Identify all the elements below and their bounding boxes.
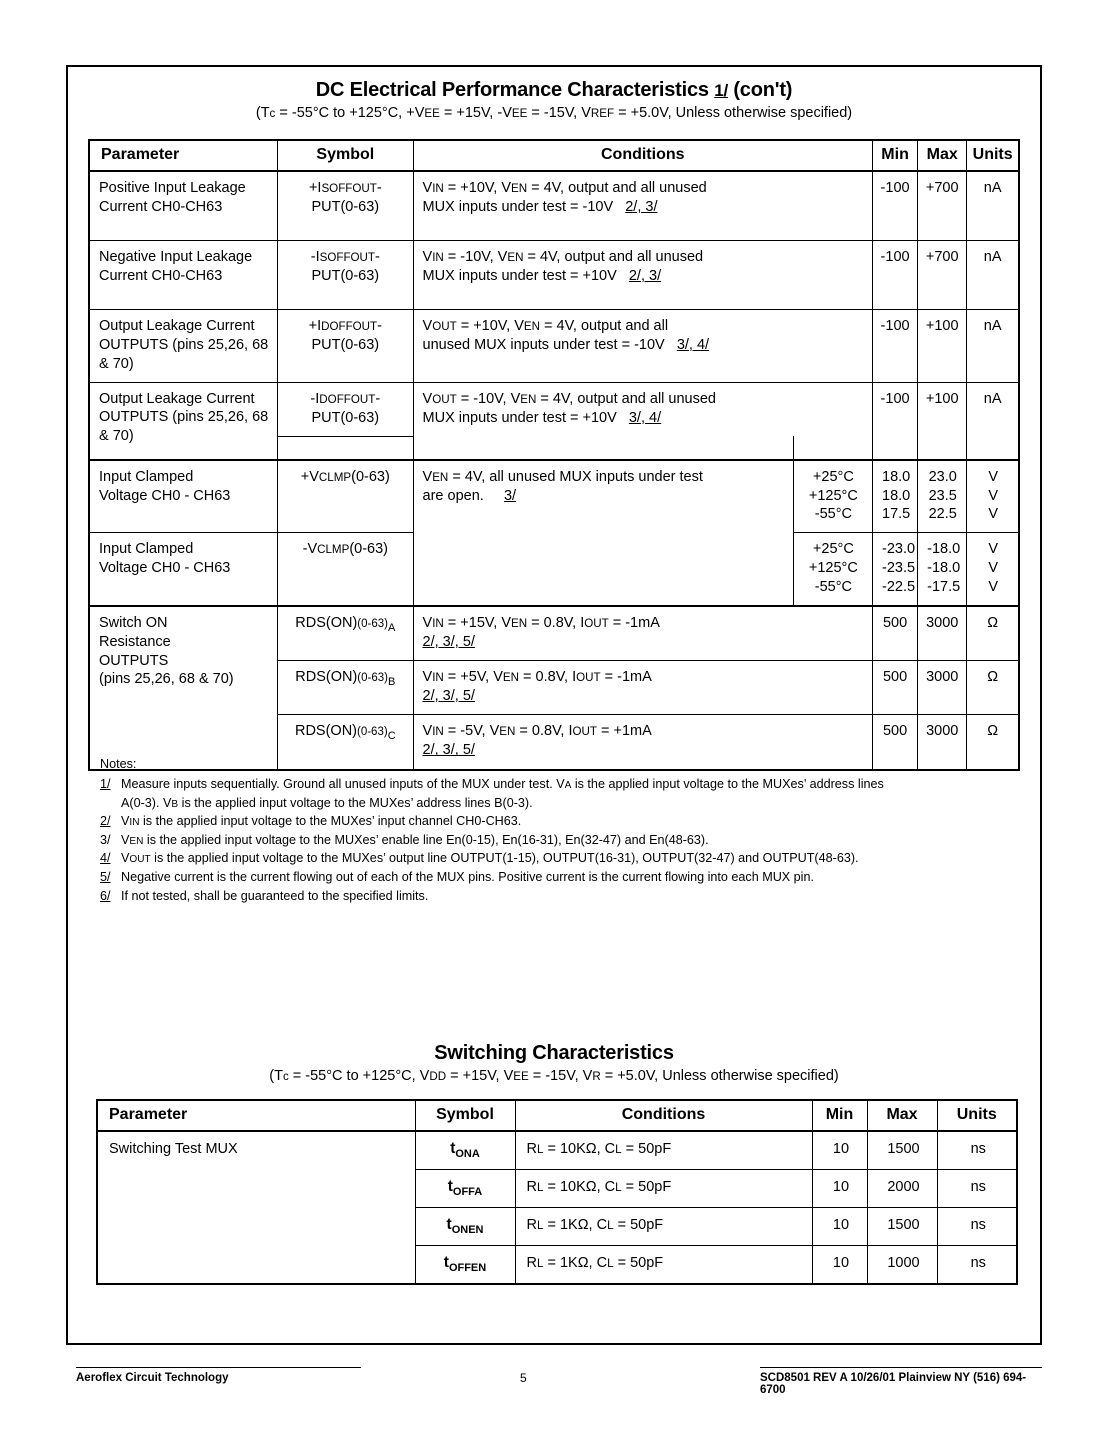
- note-id: 4/: [100, 851, 111, 866]
- footnote-refs: 3/, 4/: [676, 337, 710, 354]
- row-parameter: Output Leakage Current OUTPUTS (pins 25,26, 68 & 70): [99, 390, 269, 445]
- row-symbol: -ISOFFOUT- PUT(0-63): [310, 249, 380, 285]
- header-min: Min: [812, 1100, 867, 1131]
- note-text: VIN is the applied input voltage to the MUXes’ input channel CH0-CH63.: [121, 813, 522, 828]
- table-row: [89, 241, 1019, 310]
- row-units: Ω: [987, 614, 999, 631]
- footer-company: Aeroflex Circuit Technology: [76, 1367, 361, 1384]
- section1-title: [68, 79, 1040, 102]
- footnote-refs: 3/: [503, 487, 517, 504]
- header-max: Max: [867, 1100, 937, 1131]
- row-conditions: VIN = +10V, VEN = 4V, output and all unused MUX inputs under test = -10V 2/, 3/: [422, 180, 707, 216]
- row-min: -100: [880, 390, 910, 407]
- row-units: nA: [983, 318, 1002, 334]
- footnote-refs: 2/, 3/, 5/: [422, 742, 475, 759]
- row-symbol: $t_{ONEN}$: [446, 1216, 484, 1237]
- note-item: [100, 813, 1015, 831]
- row-units: ns: [970, 1255, 986, 1272]
- row-conditions: VOUT = -10V, VEN = 4V, output and all unused MUX inputs under test = +10V 3/, 4/: [422, 390, 717, 426]
- row-conditions: RL = 1KΩ, CL = 50pF: [526, 1217, 664, 1234]
- row-min: -100: [880, 249, 910, 265]
- row-min: 10: [832, 1179, 850, 1196]
- switching-characteristics-table: [96, 1099, 1018, 1285]
- row-units: Ω: [987, 723, 999, 740]
- row-temperatures: +25°C +125°C -55°C: [808, 468, 858, 523]
- row-units: nA: [983, 249, 1002, 265]
- row-symbol: +IDOFFOUT- PUT(0-63): [308, 318, 382, 354]
- section1-subtitle: (Tc = -55°C to +125°C, +VEE = +15V, -VEE = -15V, VREF = +5.0V, Unless otherwise specified): [255, 105, 853, 121]
- section2-title: Switching Characteristics: [434, 1042, 674, 1064]
- row-min: -100: [880, 318, 910, 334]
- table-row: [89, 606, 1019, 661]
- header-conditions: Conditions: [413, 140, 872, 171]
- row-min: 500: [882, 723, 908, 740]
- header-symbol: Symbol: [415, 1100, 515, 1131]
- section1-title-text: DC Electrical Performance Characteristics: [315, 79, 709, 101]
- header-parameter: Parameter: [89, 140, 278, 171]
- table-row: [89, 171, 1019, 241]
- note-item: [100, 776, 1015, 794]
- footnote-refs: 2/, 3/: [625, 199, 658, 216]
- section1-title-cont: (con't): [733, 79, 793, 101]
- row-max: 3000: [926, 669, 959, 686]
- row-max: +100: [925, 318, 959, 334]
- row-max: +700: [925, 180, 959, 196]
- row-units: ns: [970, 1141, 986, 1157]
- row-symbol: $RDS(ON)(0-63)_C$: [294, 723, 396, 743]
- header-symbol: Symbol: [278, 140, 413, 171]
- row-units: V V V: [988, 468, 998, 523]
- row-max: 3000: [926, 614, 959, 631]
- row-symbol: -VCLMP(0-63): [302, 541, 389, 558]
- section2-heading: [68, 1042, 1040, 1084]
- header-units: Units: [967, 140, 1019, 171]
- row-parameter: Positive Input Leakage Current CH0-CH63: [99, 180, 246, 215]
- row-units: ns: [970, 1217, 986, 1234]
- header-min: Min: [873, 140, 918, 171]
- row-max: -18.0 -18.0 -17.5: [927, 541, 961, 595]
- row-max: +100: [925, 390, 959, 407]
- note-item: [100, 888, 1015, 906]
- note-id: 3/: [100, 832, 111, 847]
- row-symbol: $t_{OFFEN}$: [443, 1254, 487, 1275]
- row-max: 3000: [926, 723, 959, 740]
- table-row: [89, 382, 1019, 436]
- row-max: 2000: [887, 1179, 920, 1196]
- note-text: Negative current is the current flowing out of each of the MUX pins. Positive current is the current flowing into each MUX pin.: [121, 870, 814, 885]
- row-conditions: RL = 10KΩ, CL = 50pF: [526, 1141, 672, 1157]
- row-symbol: $t_{ONA}$: [450, 1140, 480, 1161]
- footnote-refs: 2/, 3/, 5/: [422, 688, 475, 705]
- row-symbol: $RDS(ON)(0-63)_B$: [295, 669, 396, 688]
- table-row: [89, 310, 1019, 383]
- row-min: 10: [832, 1255, 850, 1272]
- table-row: [97, 1131, 1017, 1170]
- row-units: ns: [970, 1179, 986, 1196]
- row-parameter: Switch ON Resistance OUTPUTS (pins 25,26, 68 & 70): [99, 614, 234, 688]
- row-units: Ω: [987, 669, 999, 686]
- row-min: -100: [880, 180, 910, 196]
- row-parameter: Input Clamped Voltage CH0 - CH63: [99, 541, 231, 577]
- notes-section: [100, 756, 1015, 907]
- table-header-row: [89, 140, 1019, 171]
- section2-subtitle: (Tc = -55°C to +125°C, VDD = +15V, VEE = -15V, VR = +5.0V, Unless otherwise specified): [269, 1068, 839, 1084]
- row-parameter: Input Clamped Voltage CH0 - CH63: [99, 468, 231, 504]
- note-text: VEN is the applied input voltage to the MUXes’ enable line En(0-15), En(16-31), En(32-47) and En(48-63).: [121, 832, 709, 847]
- row-units: nA: [983, 180, 1002, 196]
- header-units: Units: [937, 1100, 1017, 1131]
- footer-docref: SCD8501 REV A 10/26/01 Plainview NY (516) 694-6700: [760, 1367, 1042, 1396]
- notes-title: Notes:: [100, 757, 137, 771]
- footnote-refs: 2/, 3/, 5/: [422, 633, 475, 650]
- row-min: 500: [882, 614, 908, 631]
- row-conditions: VIN = +5V, VEN = 0.8V, IOUT = -1mA 2/, 3/, 5/: [422, 669, 652, 705]
- row-parameter: Switching Test MUX: [109, 1141, 238, 1157]
- row-min: 10: [832, 1217, 850, 1234]
- note-text: Measure inputs sequentially. Ground all unused inputs of the MUX under test. VA is the applied input voltage to the MUXes’ address lines: [121, 776, 884, 791]
- footer-page-number: 5: [520, 1371, 527, 1385]
- row-units: V V V: [988, 541, 998, 595]
- row-conditions: VIN = -5V, VEN = 0.8V, IOUT = +1mA 2/, 3/, 5/: [422, 723, 652, 759]
- row-min: -23.0 -23.5 -22.5: [882, 541, 916, 595]
- row-temperatures: +25°C +125°C -55°C: [808, 541, 858, 595]
- note-id: 2/: [100, 813, 111, 828]
- row-min: 10: [832, 1141, 850, 1157]
- row-parameter: Negative Input Leakage Current CH0-CH63: [99, 249, 253, 284]
- page-footer: [0, 1358, 1105, 1398]
- row-symbol: $t_{OFFA}$: [447, 1178, 483, 1199]
- note-item: [100, 850, 1015, 868]
- row-symbol: +VCLMP(0-63): [300, 468, 390, 485]
- note-item: [100, 832, 1015, 850]
- note-continuation: A(0-3). VB is the applied input voltage to the MUXes’ address lines B(0-3).: [121, 795, 533, 810]
- section1-heading: [68, 79, 1040, 121]
- row-conditions: VIN = +15V, VEN = 0.8V, IOUT = -1mA 2/, 3/, 5/: [422, 614, 660, 650]
- note-text: VOUT is the applied input voltage to the MUXes’ output line OUTPUT(1-15), OUTPUT(16-31), OUTPUT(32-47) and OUTPUT(48-63).: [121, 851, 859, 866]
- document-page: [66, 65, 1042, 1345]
- header-conditions: Conditions: [515, 1100, 812, 1131]
- note-id: 6/: [100, 889, 111, 904]
- row-parameter: Output Leakage Current OUTPUTS (pins 25,26, 68 & 70): [99, 318, 269, 372]
- dc-characteristics-table: [88, 139, 1020, 771]
- note-id: 1/: [100, 776, 111, 791]
- row-symbol: $RDS(ON)(0-63)_A$: [295, 614, 396, 634]
- row-max: 1000: [887, 1255, 920, 1272]
- row-conditions: VEN = 4V, all unused MUX inputs under test are open. 3/: [422, 468, 703, 504]
- table-header-row: [97, 1100, 1017, 1131]
- row-units: nA: [983, 390, 1002, 407]
- row-symbol: -IDOFFOUT- PUT(0-63): [310, 390, 381, 426]
- row-min: 18.0 18.0 17.5: [882, 468, 911, 523]
- footnote-refs: 2/, 3/: [628, 268, 662, 285]
- footnote-refs: 3/, 4/: [628, 409, 662, 426]
- row-max: 1500: [887, 1217, 920, 1234]
- row-max: 1500: [887, 1141, 920, 1157]
- row-conditions: RL = 10KΩ, CL = 50pF: [526, 1179, 672, 1196]
- header-parameter: Parameter: [97, 1100, 415, 1131]
- row-conditions: RL = 1KΩ, CL = 50pF: [526, 1255, 664, 1272]
- table-row: [89, 460, 1019, 533]
- row-conditions: VIN = -10V, VEN = 4V, output and all unused MUX inputs under test = +10V 2/, 3/: [422, 249, 704, 285]
- section1-title-note: 1/: [714, 81, 728, 100]
- row-min: 500: [882, 669, 908, 686]
- note-id: 5/: [100, 870, 111, 885]
- note-text: If not tested, shall be guaranteed to the specified limits.: [121, 889, 429, 904]
- note-item: [100, 869, 1015, 887]
- row-max: +700: [925, 249, 959, 265]
- row-max: 23.0 23.5 22.5: [928, 468, 957, 523]
- header-max: Max: [918, 140, 967, 171]
- row-conditions: VOUT = +10V, VEN = 4V, output and all unused MUX inputs under test = -10V 3/, 4/: [422, 318, 710, 354]
- row-symbol: +ISOFFOUT- PUT(0-63): [308, 180, 382, 216]
